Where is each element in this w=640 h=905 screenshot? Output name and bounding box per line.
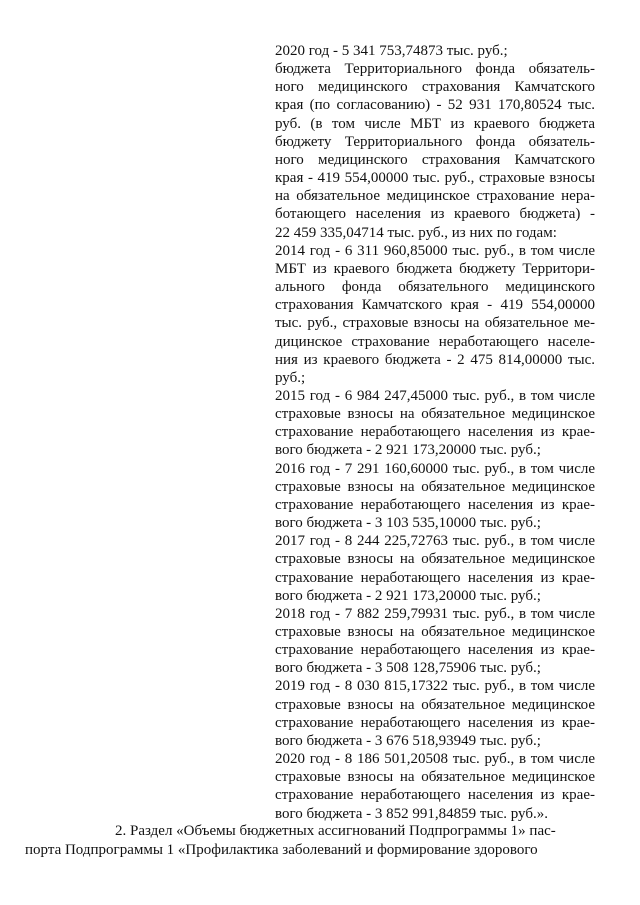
section-paragraph [25, 822, 597, 859]
text-line: бюджету Территориального фонда обязатель- [275, 133, 595, 150]
text-line: вого бюджета - 3 676 518,93949 тыс. руб.; [275, 732, 541, 749]
text-line: страховые взносы на обязательное медицинское [275, 478, 595, 495]
text-line: страховые взносы на обязательное медицинское [275, 696, 595, 713]
text-line: страховые взносы на обязательное медицинское [275, 551, 595, 568]
text-line: страховые взносы на обязательное медицинское [275, 624, 595, 640]
text-line: страхование неработающего населения из крае- [275, 714, 595, 731]
text-line: вого бюджета - 2 921 173,20000 тыс. руб.; [275, 587, 541, 604]
text-line: страхования Камчатского края - 419 554,00000 [275, 297, 595, 314]
text-line: ния из краевого бюджета - 2 475 814,00000 тыс. [275, 351, 595, 368]
text-line: тыс. руб., страховые взносы на обязательное ме- [275, 315, 595, 332]
text-line: на обязательное медицинское страхование нера- [275, 188, 595, 205]
text-line: дицинское страхование неработающего населе- [275, 333, 595, 350]
text-line: страховые взносы на обязательное медицинское [275, 406, 595, 423]
text-line: 2020 год - 5 341 753,74873 тыс. руб.; [275, 43, 508, 59]
text-line: страховые взносы на обязательное медицинское [275, 769, 595, 786]
text-line: вого бюджета - 3 103 535,10000 тыс. руб.; [275, 515, 541, 532]
budget-text-column [275, 42, 595, 823]
text-line: 2014 год - 6 311 960,85000 тыс. руб., в том числе [275, 242, 595, 259]
text-line: 2017 год - 8 244 225,72763 тыс. руб., в том числе [275, 533, 595, 550]
text-line: вого бюджета - 2 921 173,20000 тыс. руб.; [275, 442, 541, 459]
text-line: ного медицинского страхования Камчатского [275, 151, 595, 168]
text-line: ального фонда обязательного медицинского [275, 279, 595, 296]
text-line: МБТ из краевого бюджета бюджету Территори- [275, 260, 595, 277]
text-line: страхование неработающего населения из крае- [275, 642, 595, 659]
text-line: бюджета Территориального фонда обязатель- [275, 61, 595, 78]
text-line: края - 419 554,00000 тыс. руб., страховые взносы [275, 170, 595, 187]
text-line: страхование неработающего населения из крае- [275, 787, 595, 804]
text-line: 22 459 335,04714 тыс. руб., из них по годам: [275, 224, 557, 241]
text-line: ботающего населения из краевого бюджета) - [275, 206, 595, 223]
text-line: страхование неработающего населения из крае- [275, 424, 595, 441]
text-line: ного медицинского страхования Камчатского [275, 79, 595, 96]
text-line: вого бюджета - 3 508 128,75906 тыс. руб.; [275, 660, 541, 677]
paragraph-line: порта Подпрограммы 1 «Профилактика заболеваний и формирование здорового [25, 841, 538, 858]
text-line: 2019 год - 8 030 815,17322 тыс. руб., в том числе [275, 678, 595, 695]
text-line: страхование неработающего населения из крае- [275, 569, 595, 586]
text-line: края (по согласованию) - 52 931 170,80524 тыс. [275, 97, 595, 114]
text-line: 2015 год - 6 984 247,45000 тыс. руб., в том числе [275, 387, 595, 404]
text-line: страхование неработающего населения из крае- [275, 496, 595, 513]
text-line: руб. (в том числе МБТ из краевого бюджета [275, 115, 595, 132]
text-line: 2020 год - 8 186 501,20508 тыс. руб., в том числе [275, 751, 595, 768]
text-line: руб.; [275, 369, 306, 386]
paragraph-line: 2. Раздел «Объемы бюджетных ассигнований Подпрограммы 1» пас- [115, 823, 556, 839]
text-line: 2016 год - 7 291 160,60000 тыс. руб., в том числе [275, 460, 595, 477]
text-line: 2018 год - 7 882 259,79931 тыс. руб., в том числе [275, 605, 595, 622]
text-line: вого бюджета - 3 852 991,84859 тыс. руб.». [275, 805, 548, 822]
